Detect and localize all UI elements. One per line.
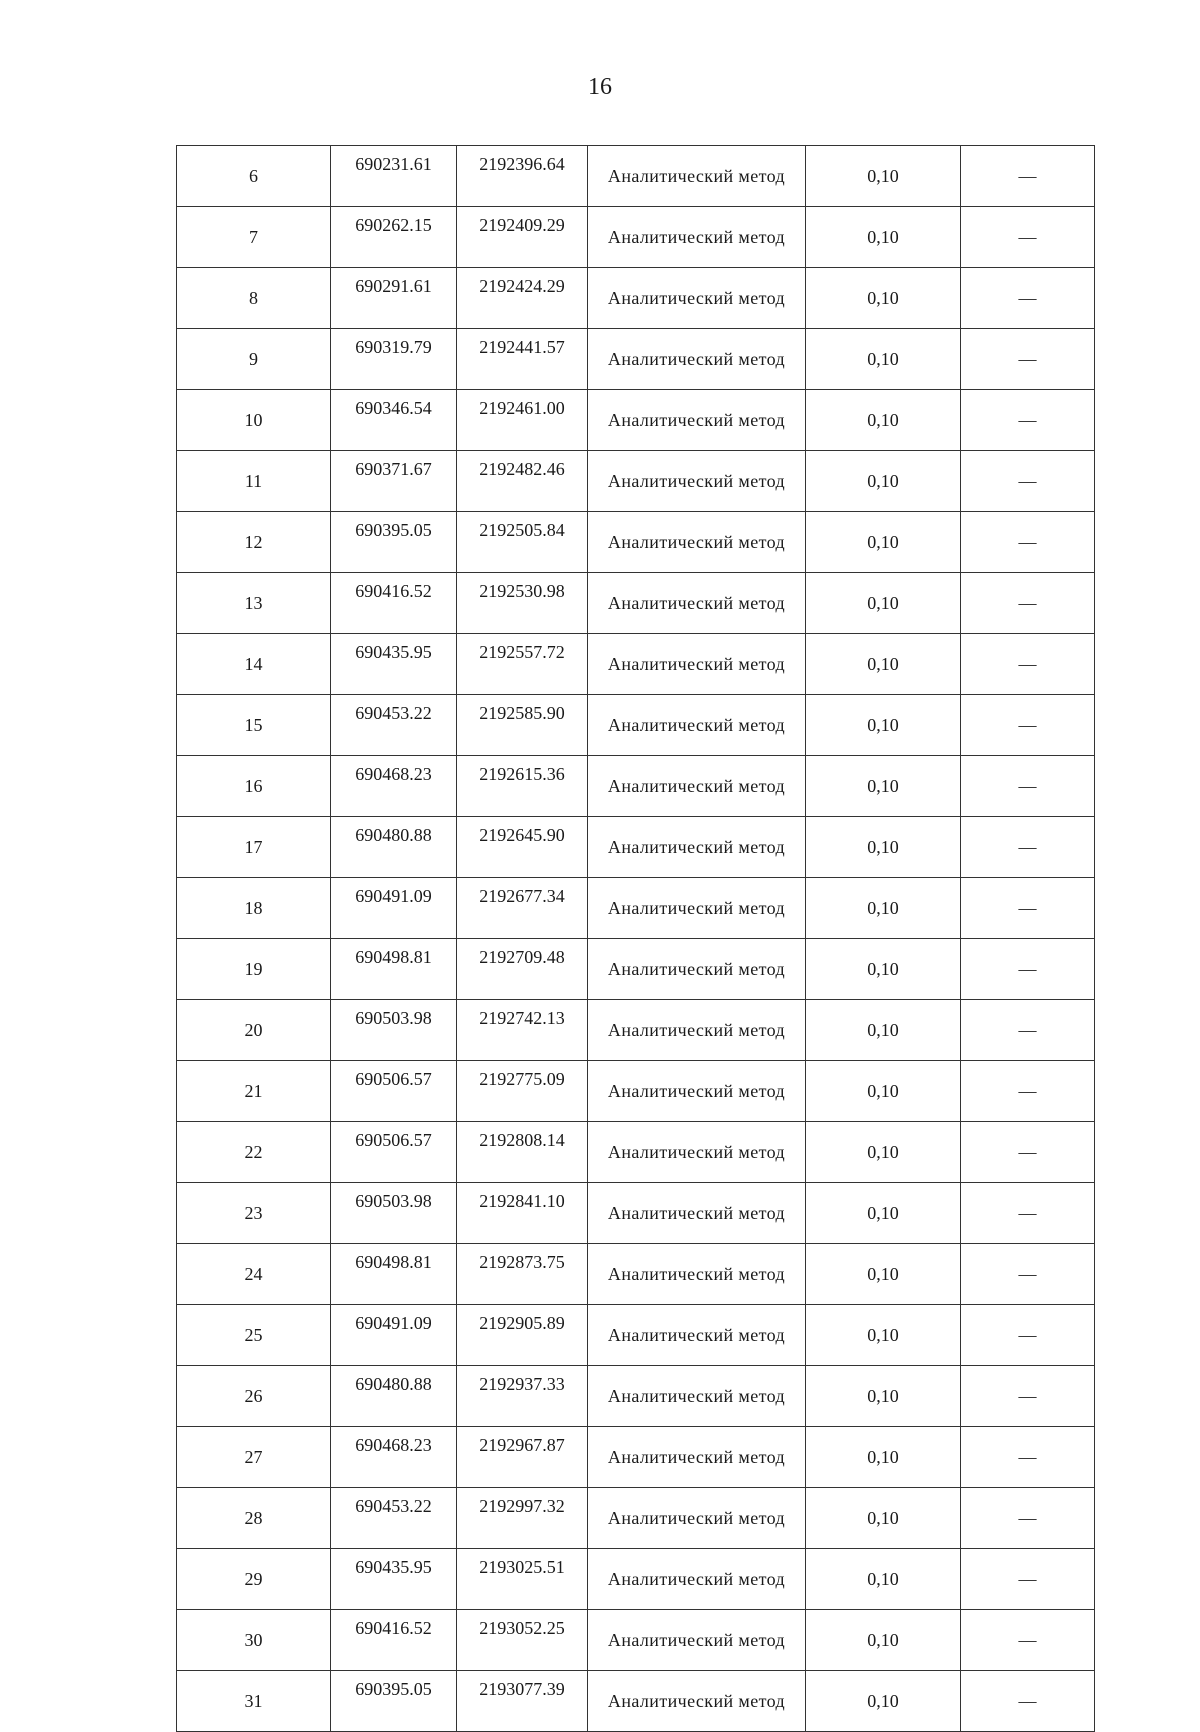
x-coordinate-cell: 690291.61 xyxy=(331,268,457,329)
x-coordinate-cell: 690453.22 xyxy=(331,1488,457,1549)
accuracy-cell: 0,10 xyxy=(806,1244,961,1305)
note-cell: — xyxy=(961,268,1095,329)
table-row xyxy=(177,1305,1095,1366)
table-row xyxy=(177,1671,1095,1732)
note-cell: — xyxy=(961,1427,1095,1488)
note-cell: — xyxy=(961,1000,1095,1061)
accuracy-cell: 0,10 xyxy=(806,146,961,207)
x-coordinate-cell: 690416.52 xyxy=(331,1610,457,1671)
note-cell: — xyxy=(961,1122,1095,1183)
table-row xyxy=(177,207,1095,268)
table-row xyxy=(177,390,1095,451)
note-cell: — xyxy=(961,939,1095,1000)
note-cell: — xyxy=(961,756,1095,817)
point-number-cell: 28 xyxy=(177,1488,331,1549)
table-row xyxy=(177,573,1095,634)
accuracy-cell: 0,10 xyxy=(806,1671,961,1732)
x-coordinate-cell: 690435.95 xyxy=(331,1549,457,1610)
note-cell: — xyxy=(961,1244,1095,1305)
x-coordinate-cell: 690480.88 xyxy=(331,1366,457,1427)
accuracy-cell: 0,10 xyxy=(806,634,961,695)
table-row xyxy=(177,817,1095,878)
table-row xyxy=(177,1183,1095,1244)
accuracy-cell: 0,10 xyxy=(806,1427,961,1488)
table-row xyxy=(177,268,1095,329)
x-coordinate-cell: 690371.67 xyxy=(331,451,457,512)
y-coordinate-cell: 2192409.29 xyxy=(457,207,588,268)
method-cell: Аналитический метод xyxy=(588,451,806,512)
note-cell: — xyxy=(961,146,1095,207)
x-coordinate-cell: 690231.61 xyxy=(331,146,457,207)
x-coordinate-cell: 690468.23 xyxy=(331,756,457,817)
method-cell: Аналитический метод xyxy=(588,1061,806,1122)
note-cell: — xyxy=(961,1061,1095,1122)
y-coordinate-cell: 2192709.48 xyxy=(457,939,588,1000)
x-coordinate-cell: 690498.81 xyxy=(331,1244,457,1305)
point-number-cell: 15 xyxy=(177,695,331,756)
method-cell: Аналитический метод xyxy=(588,756,806,817)
y-coordinate-cell: 2192396.64 xyxy=(457,146,588,207)
note-cell: — xyxy=(961,1671,1095,1732)
method-cell: Аналитический метод xyxy=(588,1122,806,1183)
x-coordinate-cell: 690491.09 xyxy=(331,1305,457,1366)
accuracy-cell: 0,10 xyxy=(806,573,961,634)
accuracy-cell: 0,10 xyxy=(806,1061,961,1122)
table-row xyxy=(177,1427,1095,1488)
method-cell: Аналитический метод xyxy=(588,817,806,878)
table-row xyxy=(177,329,1095,390)
table-row xyxy=(177,939,1095,1000)
point-number-cell: 6 xyxy=(177,146,331,207)
y-coordinate-cell: 2192461.00 xyxy=(457,390,588,451)
note-cell: — xyxy=(961,1488,1095,1549)
note-cell: — xyxy=(961,634,1095,695)
y-coordinate-cell: 2192905.89 xyxy=(457,1305,588,1366)
accuracy-cell: 0,10 xyxy=(806,939,961,1000)
accuracy-cell: 0,10 xyxy=(806,1610,961,1671)
note-cell: — xyxy=(961,1610,1095,1671)
coordinates-table xyxy=(176,145,1095,1732)
accuracy-cell: 0,10 xyxy=(806,695,961,756)
table-row xyxy=(177,1244,1095,1305)
method-cell: Аналитический метод xyxy=(588,390,806,451)
method-cell: Аналитический метод xyxy=(588,1488,806,1549)
page-number: 16 xyxy=(588,74,612,100)
point-number-cell: 29 xyxy=(177,1549,331,1610)
x-coordinate-cell: 690503.98 xyxy=(331,1000,457,1061)
table-row xyxy=(177,1366,1095,1427)
y-coordinate-cell: 2192482.46 xyxy=(457,451,588,512)
method-cell: Аналитический метод xyxy=(588,1427,806,1488)
y-coordinate-cell: 2192997.32 xyxy=(457,1488,588,1549)
accuracy-cell: 0,10 xyxy=(806,390,961,451)
method-cell: Аналитический метод xyxy=(588,207,806,268)
note-cell: — xyxy=(961,329,1095,390)
table-row xyxy=(177,695,1095,756)
accuracy-cell: 0,10 xyxy=(806,1183,961,1244)
point-number-cell: 25 xyxy=(177,1305,331,1366)
method-cell: Аналитический метод xyxy=(588,939,806,1000)
method-cell: Аналитический метод xyxy=(588,1366,806,1427)
y-coordinate-cell: 2192424.29 xyxy=(457,268,588,329)
y-coordinate-cell: 2193052.25 xyxy=(457,1610,588,1671)
point-number-cell: 14 xyxy=(177,634,331,695)
x-coordinate-cell: 690453.22 xyxy=(331,695,457,756)
method-cell: Аналитический метод xyxy=(588,512,806,573)
accuracy-cell: 0,10 xyxy=(806,512,961,573)
y-coordinate-cell: 2192742.13 xyxy=(457,1000,588,1061)
method-cell: Аналитический метод xyxy=(588,1000,806,1061)
table-row xyxy=(177,1122,1095,1183)
point-number-cell: 22 xyxy=(177,1122,331,1183)
table-row xyxy=(177,512,1095,573)
point-number-cell: 13 xyxy=(177,573,331,634)
x-coordinate-cell: 690480.88 xyxy=(331,817,457,878)
note-cell: — xyxy=(961,390,1095,451)
coordinates-table-body xyxy=(177,146,1095,1732)
accuracy-cell: 0,10 xyxy=(806,817,961,878)
accuracy-cell: 0,10 xyxy=(806,451,961,512)
point-number-cell: 7 xyxy=(177,207,331,268)
method-cell: Аналитический метод xyxy=(588,1305,806,1366)
table-row xyxy=(177,1610,1095,1671)
x-coordinate-cell: 690506.57 xyxy=(331,1061,457,1122)
point-number-cell: 8 xyxy=(177,268,331,329)
method-cell: Аналитический метод xyxy=(588,1671,806,1732)
method-cell: Аналитический метод xyxy=(588,329,806,390)
accuracy-cell: 0,10 xyxy=(806,756,961,817)
note-cell: — xyxy=(961,817,1095,878)
point-number-cell: 18 xyxy=(177,878,331,939)
y-coordinate-cell: 2192557.72 xyxy=(457,634,588,695)
point-number-cell: 9 xyxy=(177,329,331,390)
point-number-cell: 26 xyxy=(177,1366,331,1427)
x-coordinate-cell: 690498.81 xyxy=(331,939,457,1000)
method-cell: Аналитический метод xyxy=(588,878,806,939)
accuracy-cell: 0,10 xyxy=(806,1488,961,1549)
accuracy-cell: 0,10 xyxy=(806,1305,961,1366)
y-coordinate-cell: 2192808.14 xyxy=(457,1122,588,1183)
method-cell: Аналитический метод xyxy=(588,146,806,207)
x-coordinate-cell: 690468.23 xyxy=(331,1427,457,1488)
point-number-cell: 27 xyxy=(177,1427,331,1488)
method-cell: Аналитический метод xyxy=(588,634,806,695)
note-cell: — xyxy=(961,695,1095,756)
point-number-cell: 11 xyxy=(177,451,331,512)
note-cell: — xyxy=(961,207,1095,268)
point-number-cell: 16 xyxy=(177,756,331,817)
point-number-cell: 31 xyxy=(177,1671,331,1732)
accuracy-cell: 0,10 xyxy=(806,878,961,939)
point-number-cell: 30 xyxy=(177,1610,331,1671)
y-coordinate-cell: 2192530.98 xyxy=(457,573,588,634)
x-coordinate-cell: 690346.54 xyxy=(331,390,457,451)
table-row xyxy=(177,1000,1095,1061)
accuracy-cell: 0,10 xyxy=(806,1549,961,1610)
table-row xyxy=(177,1549,1095,1610)
x-coordinate-cell: 690503.98 xyxy=(331,1183,457,1244)
point-number-cell: 10 xyxy=(177,390,331,451)
y-coordinate-cell: 2192937.33 xyxy=(457,1366,588,1427)
note-cell: — xyxy=(961,512,1095,573)
method-cell: Аналитический метод xyxy=(588,573,806,634)
x-coordinate-cell: 690506.57 xyxy=(331,1122,457,1183)
table-row xyxy=(177,634,1095,695)
accuracy-cell: 0,10 xyxy=(806,1122,961,1183)
y-coordinate-cell: 2192677.34 xyxy=(457,878,588,939)
y-coordinate-cell: 2193077.39 xyxy=(457,1671,588,1732)
x-coordinate-cell: 690435.95 xyxy=(331,634,457,695)
table-row xyxy=(177,878,1095,939)
point-number-cell: 19 xyxy=(177,939,331,1000)
note-cell: — xyxy=(961,451,1095,512)
method-cell: Аналитический метод xyxy=(588,1610,806,1671)
accuracy-cell: 0,10 xyxy=(806,268,961,329)
x-coordinate-cell: 690416.52 xyxy=(331,573,457,634)
method-cell: Аналитический метод xyxy=(588,1183,806,1244)
y-coordinate-cell: 2192841.10 xyxy=(457,1183,588,1244)
note-cell: — xyxy=(961,1305,1095,1366)
y-coordinate-cell: 2192967.87 xyxy=(457,1427,588,1488)
y-coordinate-cell: 2192505.84 xyxy=(457,512,588,573)
table-row xyxy=(177,451,1095,512)
method-cell: Аналитический метод xyxy=(588,695,806,756)
accuracy-cell: 0,10 xyxy=(806,329,961,390)
note-cell: — xyxy=(961,1183,1095,1244)
y-coordinate-cell: 2192615.36 xyxy=(457,756,588,817)
accuracy-cell: 0,10 xyxy=(806,1366,961,1427)
y-coordinate-cell: 2193025.51 xyxy=(457,1549,588,1610)
note-cell: — xyxy=(961,1549,1095,1610)
table-row xyxy=(177,756,1095,817)
x-coordinate-cell: 690262.15 xyxy=(331,207,457,268)
point-number-cell: 23 xyxy=(177,1183,331,1244)
point-number-cell: 12 xyxy=(177,512,331,573)
y-coordinate-cell: 2192775.09 xyxy=(457,1061,588,1122)
point-number-cell: 20 xyxy=(177,1000,331,1061)
note-cell: — xyxy=(961,573,1095,634)
x-coordinate-cell: 690395.05 xyxy=(331,512,457,573)
y-coordinate-cell: 2192585.90 xyxy=(457,695,588,756)
point-number-cell: 24 xyxy=(177,1244,331,1305)
table-row xyxy=(177,1061,1095,1122)
x-coordinate-cell: 690395.05 xyxy=(331,1671,457,1732)
note-cell: — xyxy=(961,878,1095,939)
y-coordinate-cell: 2192645.90 xyxy=(457,817,588,878)
y-coordinate-cell: 2192873.75 xyxy=(457,1244,588,1305)
accuracy-cell: 0,10 xyxy=(806,207,961,268)
method-cell: Аналитический метод xyxy=(588,268,806,329)
method-cell: Аналитический метод xyxy=(588,1549,806,1610)
y-coordinate-cell: 2192441.57 xyxy=(457,329,588,390)
table-row xyxy=(177,146,1095,207)
note-cell: — xyxy=(961,1366,1095,1427)
table-row xyxy=(177,1488,1095,1549)
point-number-cell: 21 xyxy=(177,1061,331,1122)
x-coordinate-cell: 690491.09 xyxy=(331,878,457,939)
point-number-cell: 17 xyxy=(177,817,331,878)
method-cell: Аналитический метод xyxy=(588,1244,806,1305)
accuracy-cell: 0,10 xyxy=(806,1000,961,1061)
x-coordinate-cell: 690319.79 xyxy=(331,329,457,390)
